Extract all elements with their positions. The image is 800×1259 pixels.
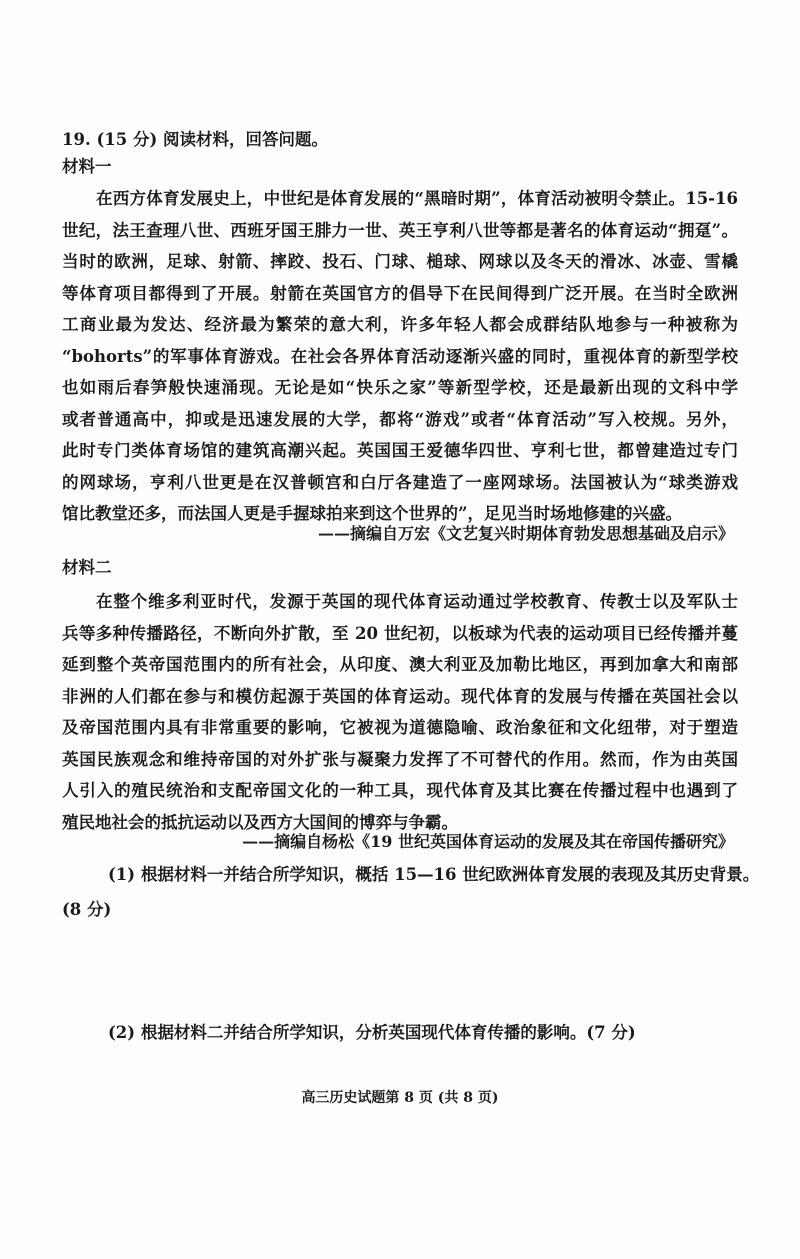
material2-line: 殖民地社会的抵抗运动以及西方大国间的博弈与争霸。 — [62, 812, 458, 832]
material1-line: 等体育项目都得到了开展。射箭在英国官方的倡导下在民间得到广泛开展。在当时全欧洲 — [62, 283, 738, 303]
material1-line: 当时的欧洲，足球、射箭、摔跤、投石、门球、槌球、网球以及冬天的滑冰、冰壶、雪橇 — [62, 252, 738, 271]
material2-line: 在整个维多利亚时代，发源于英国的现代体育运动通过学校教育、传教士以及军队士 — [96, 592, 738, 611]
material1-line: 的网球场，亨利八世更是在汉普顿宫和白厅各建造了一座网球场。法国被认为“球类游戏 — [62, 472, 738, 492]
material1-label: 材料一 — [62, 157, 112, 176]
material1-line: 馆比教堂还多，而法国人更是手握球拍来到这个世界的”，足见当时场地修建的兴盛。 — [62, 504, 682, 523]
question-header: 19. (15 分) 阅读材料，回答问题。 — [62, 130, 329, 149]
material1-line: 世纪，法王查理八世、西班牙国王腓力一世、英王亨利八世等都是著名的体育运动“拥趸”。 — [62, 220, 738, 240]
material2-label: 材料二 — [62, 558, 112, 577]
question-1-score: (8 分) — [62, 900, 112, 919]
material1-line: 此时专门类体育场馆的建筑高潮兴起。英国国王爱德华四世、亨利七世，都曾建造过专门 — [62, 441, 738, 460]
material1-line: 工商业最为发达、经济最为繁荣的意大利，许多年轻人都会成群结队地参与一种被称为 — [62, 315, 738, 334]
material2-line: 及帝国范围内具有非常重要的影响，它被视为道德隐喻、政治象征和文化纽带，对于塑造 — [62, 718, 738, 737]
material2-source: ——摘编自杨松《19 世纪英国体育运动的发展及其在帝国传播研究》 — [242, 832, 734, 851]
material1-line: “bohorts”的军事体育游戏。在社会各界体育活动逐渐兴盛的同时，重视体育的新型学校 — [62, 346, 738, 366]
material2-line: 人引入的殖民统治和支配帝国文化的一种工具，现代体育及其比赛在传播过程中也遇到了 — [62, 781, 738, 800]
material1-text — [62, 183, 738, 530]
material1-source: ——摘编自万宏《文艺复兴时期体育勃发思想基础及启示》 — [317, 524, 734, 543]
material1-line: 在西方体育发展史上，中世纪是体育发展的“黑暗时期”，体育活动被明令禁止。15-16 — [96, 189, 738, 208]
material2-line: 英国民族观念和维持帝国的对外扩张与凝聚力发挥了不可替代的作用。然而，作为由英国 — [62, 749, 738, 769]
question-2: (2) 根据材料二并结合所学知识，分析英国现代体育传播的影响。(7 分) — [108, 1023, 636, 1042]
material2-line: 延到整个英帝国范围内的所有社会，从印度、澳大利亚及加勒比地区，再到加拿大和南部 — [62, 655, 738, 674]
material2-line: 非洲的人们都在参与和模仿起源于英国的体育运动。现代体育的发展与传播在英国社会以 — [62, 686, 738, 706]
material1-line: 或者普通高中，抑或是迅速发展的大学，都将“游戏”或者“体育活动”写入校规。另外， — [62, 409, 738, 429]
material2-text — [62, 586, 738, 838]
material2-line: 兵等多种传播路径，不断向外扩散，至 20 世纪初，以板球为代表的运动项目已经传播并蔓 — [62, 623, 738, 643]
question-1: (1) 根据材料一并结合所学知识，概括 15—16 世纪欧洲体育发展的表现及其历史背景。 — [108, 865, 760, 884]
material1-line: 也如雨后春笋般快速涌现。无论是如“快乐之家”等新型学校，还是最新出现的文科中学 — [62, 378, 738, 397]
page-footer: 高三历史试题第 8 页 (共 8 页) — [301, 1090, 499, 1106]
